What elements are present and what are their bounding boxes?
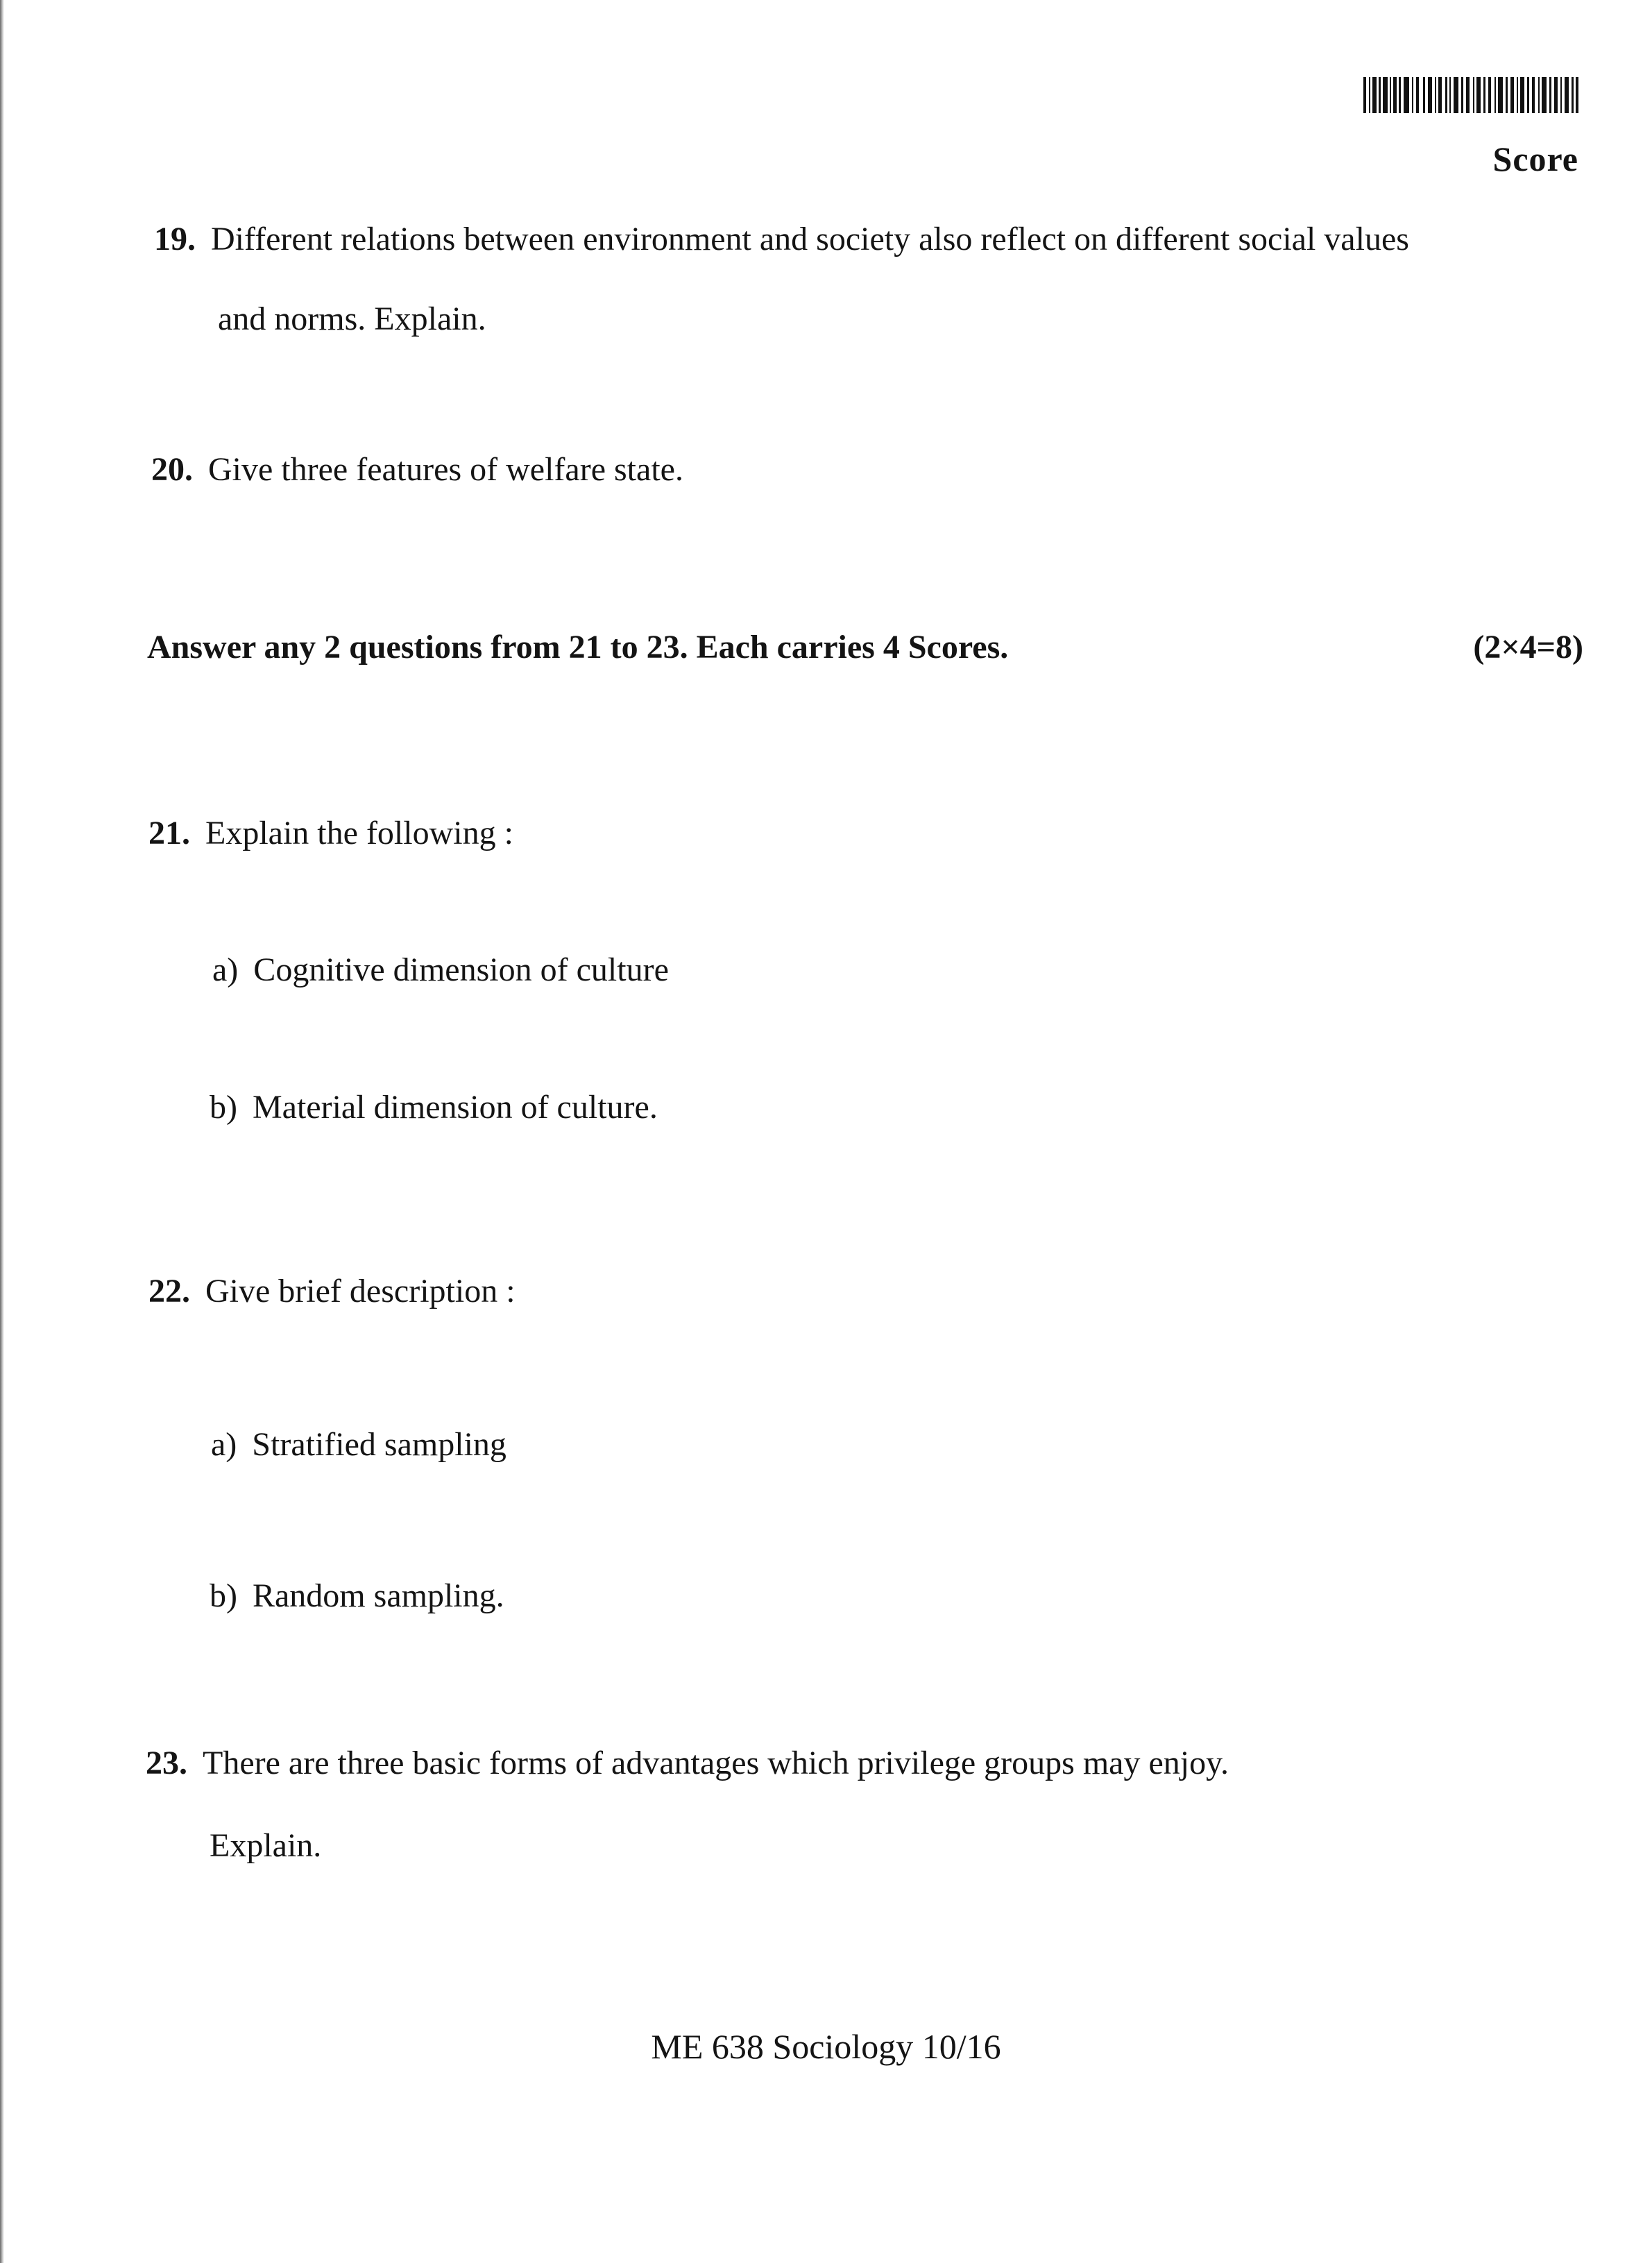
question-text: There are three basic forms of advantages which privilege groups may enjoy. [203,1745,1229,1781]
part-text: Stratified sampling [252,1426,506,1463]
section-marks: (2×4=8) [1473,629,1583,666]
question-text: Give brief description : [205,1273,516,1310]
barcode-icon [1363,77,1578,113]
section-instruction [147,628,1583,666]
question-text: Different relations between environment and society also reflect on different social values [211,221,1409,257]
question-21-part-a [212,951,669,989]
question-22 [148,1271,516,1312]
question-19-continuation: and norms. Explain. [218,300,486,337]
part-letter: b) [210,1089,237,1126]
section-instruction-text: Answer any 2 questions from 21 to 23. Each carries 4 Scores. [147,629,1009,666]
question-20 [151,450,683,490]
part-text: Cognitive dimension of culture [253,951,669,988]
question-21-part-b [210,1088,658,1126]
question-text: Explain the following : [205,815,513,851]
question-22-part-b [210,1577,504,1615]
question-number: 23. [146,1745,187,1781]
question-number: 22. [148,1273,190,1310]
question-21 [148,813,513,854]
part-text: Random sampling. [252,1577,504,1614]
page-footer: ME 638 Sociology 10/16 [651,2027,1001,2066]
question-number: 20. [151,451,193,488]
question-23 [146,1743,1229,1783]
question-22-part-a [211,1425,506,1464]
question-19 [154,219,1409,260]
question-number: 21. [148,815,190,851]
question-23-continuation: Explain. [210,1827,322,1864]
part-letter: a) [211,1426,237,1463]
part-letter: a) [212,951,239,988]
part-letter: b) [210,1577,237,1614]
scan-edge-shadow [0,0,4,2263]
score-label: Score [1492,139,1578,178]
question-text: Give three features of welfare state. [208,451,683,488]
question-number: 19. [154,221,196,257]
part-text: Material dimension of culture. [252,1089,658,1126]
